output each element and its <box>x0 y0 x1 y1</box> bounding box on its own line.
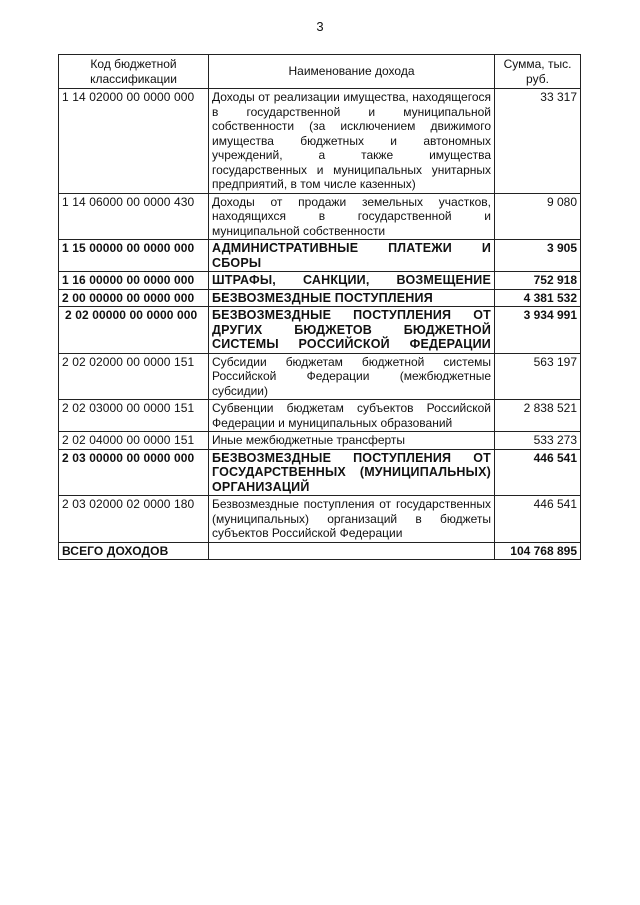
table-header-row <box>59 55 581 89</box>
row-sum: 9 080 <box>495 193 581 240</box>
row-sum: 3 905 <box>495 240 581 272</box>
row-sum: 533 273 <box>495 432 581 450</box>
row-code: 2 03 00000 00 0000 000 <box>59 449 209 496</box>
header-name: Наименование дохода <box>209 55 495 89</box>
row-name: Иные межбюджетные трансферты <box>209 432 495 450</box>
table-row <box>59 353 581 400</box>
row-name: БЕЗВОЗМЕЗДНЫЕ ПОСТУПЛЕНИЯ <box>209 289 495 307</box>
table-row <box>59 496 581 543</box>
row-code: 2 02 02000 00 0000 151 <box>59 353 209 400</box>
row-sum: 4 381 532 <box>495 289 581 307</box>
page-number: 3 <box>316 19 324 34</box>
row-sum: 3 934 991 <box>495 307 581 354</box>
row-name: Доходы от реализации имущества, находящегося в государственной и муниципальной собственности (за исключением движимого имущества бюджетных и автономных учреждений, а также имущества государственных и муниципальных унитарных предприятий, в том числе казенных) <box>209 89 495 194</box>
header-sum: Сумма, тыс. руб. <box>495 55 581 89</box>
total-label: ВСЕГО ДОХОДОВ <box>59 542 209 560</box>
row-name: Субсидии бюджетам бюджетной системы Российской Федерации (межбюджетные субсидии) <box>209 353 495 400</box>
row-sum: 446 541 <box>495 496 581 543</box>
table-row <box>59 432 581 450</box>
row-name: ШТРАФЫ, САНКЦИИ, ВОЗМЕЩЕНИЕ <box>209 272 495 290</box>
row-code: 1 14 06000 00 0000 430 <box>59 193 209 240</box>
header-code: Код бюджетной классификации <box>59 55 209 89</box>
row-code: 1 14 02000 00 0000 000 <box>59 89 209 194</box>
total-sum: 104 768 895 <box>495 542 581 560</box>
row-name: Доходы от продажи земельных участков, находящихся в государственной и муниципальной собственности <box>209 193 495 240</box>
row-code: 2 02 04000 00 0000 151 <box>59 432 209 450</box>
row-sum: 563 197 <box>495 353 581 400</box>
row-code: 1 16 00000 00 0000 000 <box>59 272 209 290</box>
row-code: 2 03 02000 02 0000 180 <box>59 496 209 543</box>
table-row <box>59 240 581 272</box>
total-row <box>59 542 581 560</box>
row-code: 2 02 03000 00 0000 151 <box>59 400 209 432</box>
total-name <box>209 542 495 560</box>
row-sum: 2 838 521 <box>495 400 581 432</box>
table-row <box>59 89 581 194</box>
row-name: Безвозмездные поступления от государственных (муниципальных) организаций в бюджеты субъектов Российской Федерации <box>209 496 495 543</box>
revenue-table <box>58 54 581 560</box>
table-row <box>59 193 581 240</box>
table-row <box>59 400 581 432</box>
table-row <box>59 289 581 307</box>
row-code: 2 00 00000 00 0000 000 <box>59 289 209 307</box>
row-sum: 446 541 <box>495 449 581 496</box>
row-name: Субвенции бюджетам субъектов Российской Федерации и муниципальных образований <box>209 400 495 432</box>
table-row <box>59 272 581 290</box>
table-row <box>59 449 581 496</box>
row-code: 2 02 00000 00 0000 000 <box>59 307 209 354</box>
row-name: БЕЗВОЗМЕЗДНЫЕ ПОСТУПЛЕНИЯ ОТ ГОСУДАРСТВЕННЫХ (МУНИЦИПАЛЬНЫХ) ОРГАНИЗАЦИЙ <box>209 449 495 496</box>
row-code: 1 15 00000 00 0000 000 <box>59 240 209 272</box>
row-name: БЕЗВОЗМЕЗДНЫЕ ПОСТУПЛЕНИЯ ОТ ДРУГИХ БЮДЖЕТОВ БЮДЖЕТНОЙ СИСТЕМЫ РОССИЙСКОЙ ФЕДЕРАЦИИ <box>209 307 495 354</box>
row-sum: 33 317 <box>495 89 581 194</box>
row-sum: 752 918 <box>495 272 581 290</box>
row-name: АДМИНИСТРАТИВНЫЕ ПЛАТЕЖИ И СБОРЫ <box>209 240 495 272</box>
table-row <box>59 307 581 354</box>
